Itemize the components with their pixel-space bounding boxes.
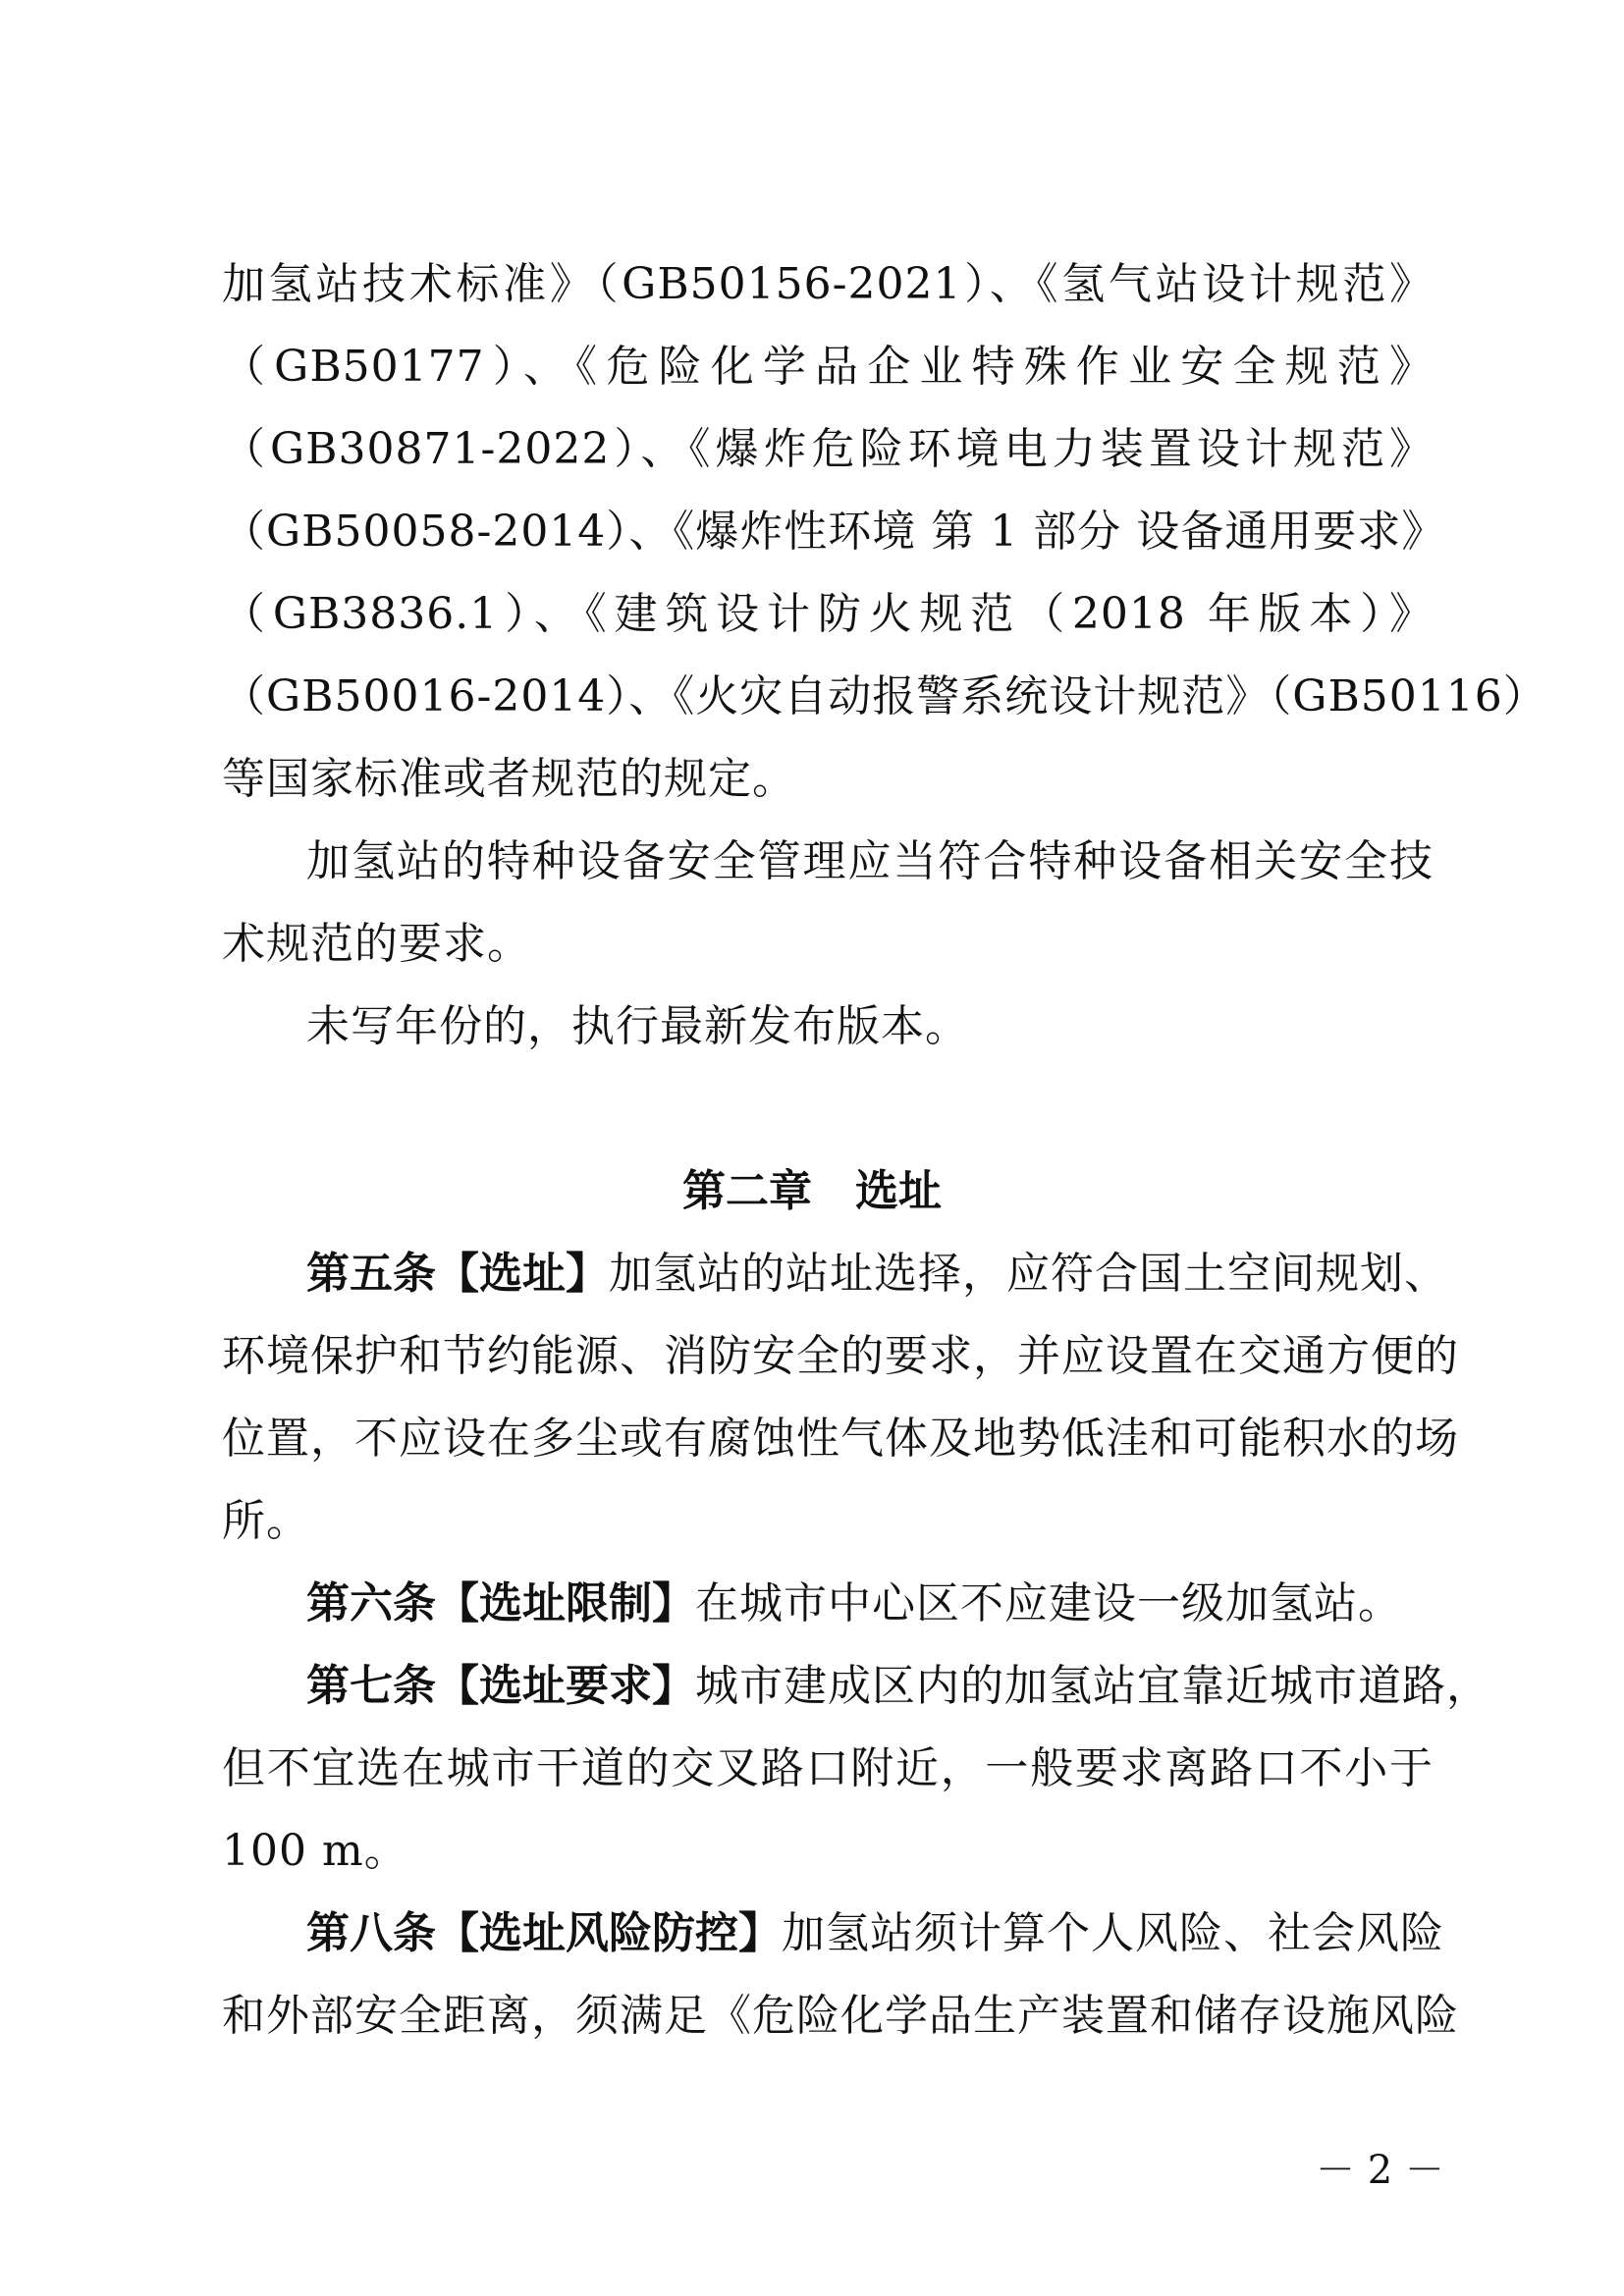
article-text: 加氢站须计算个人风险、社会风险 (782, 1908, 1444, 1958)
text-line: （GB50058-2014）、《爆炸性环境 第 1 部分 设备通用要求》 (222, 507, 1446, 557)
text-line: （GB50177）、《危险化学品企业特殊作业安全规范》 (222, 342, 1434, 392)
text-line: 所。 (222, 1496, 310, 1546)
text-line: 100 m。 (222, 1826, 408, 1876)
text-line: 未写年份的，执行最新发布版本。 (306, 1001, 969, 1051)
article-6-line (306, 1575, 1434, 1633)
chapter-heading (0, 1162, 1624, 1221)
text-line: 环境保护和节约能源、消防安全的要求，并应设置在交通方便的 (222, 1331, 1459, 1381)
article-text: 城市建成区内的加氢站宜靠近城市道路， (695, 1661, 1490, 1711)
text-line: （GB30871-2022）、《爆炸危险环境电力装置设计规范》 (222, 424, 1434, 474)
chapter-number: 第二章 (682, 1166, 812, 1216)
text-line: 加氢站的特种设备安全管理应当符合特种设备相关安全技 (306, 836, 1434, 886)
article-8-line (306, 1904, 1444, 1963)
article-label: 第六条【选址限制】 (306, 1578, 695, 1629)
article-7-line (306, 1657, 1490, 1716)
article-text: 加氢站的站址选择，应符合国土空间规划、 (609, 1249, 1448, 1299)
article-label: 第七条【选址要求】 (306, 1661, 695, 1711)
text-line: （GB50016-2014）、《火灾自动报警系统设计规范》（GB50116） (222, 671, 1547, 721)
text-line: 加氢站技术标准》（GB50156-2021）、《氢气站设计规范》 (222, 259, 1434, 309)
article-5-line (306, 1245, 1448, 1304)
text-line: 和外部安全距离，须满足《危险化学品生产装置和储存设施风险 (222, 1991, 1459, 2041)
article-label: 第五条【选址】 (306, 1249, 609, 1299)
text-line: 等国家标准或者规范的规定。 (222, 754, 796, 804)
text-line: 术规范的要求。 (222, 919, 531, 969)
chapter-title: 选址 (855, 1166, 942, 1216)
text-line: （GB3836.1）、《建筑设计防火规范（2018 年版本）》 (222, 589, 1434, 639)
article-label: 第八条【选址风险防控】 (306, 1908, 782, 1958)
text-line: 位置，不应设在多尘或有腐蚀性气体及地势低洼和可能积水的场 (222, 1414, 1459, 1464)
page-number: － 2 － (1316, 2148, 1444, 2193)
text-line: 但不宜选在城市干道的交叉路口附近，一般要求离路口不小于 (222, 1743, 1434, 1793)
article-text: 在城市中心区不应建设一级加氢站。 (695, 1578, 1402, 1629)
